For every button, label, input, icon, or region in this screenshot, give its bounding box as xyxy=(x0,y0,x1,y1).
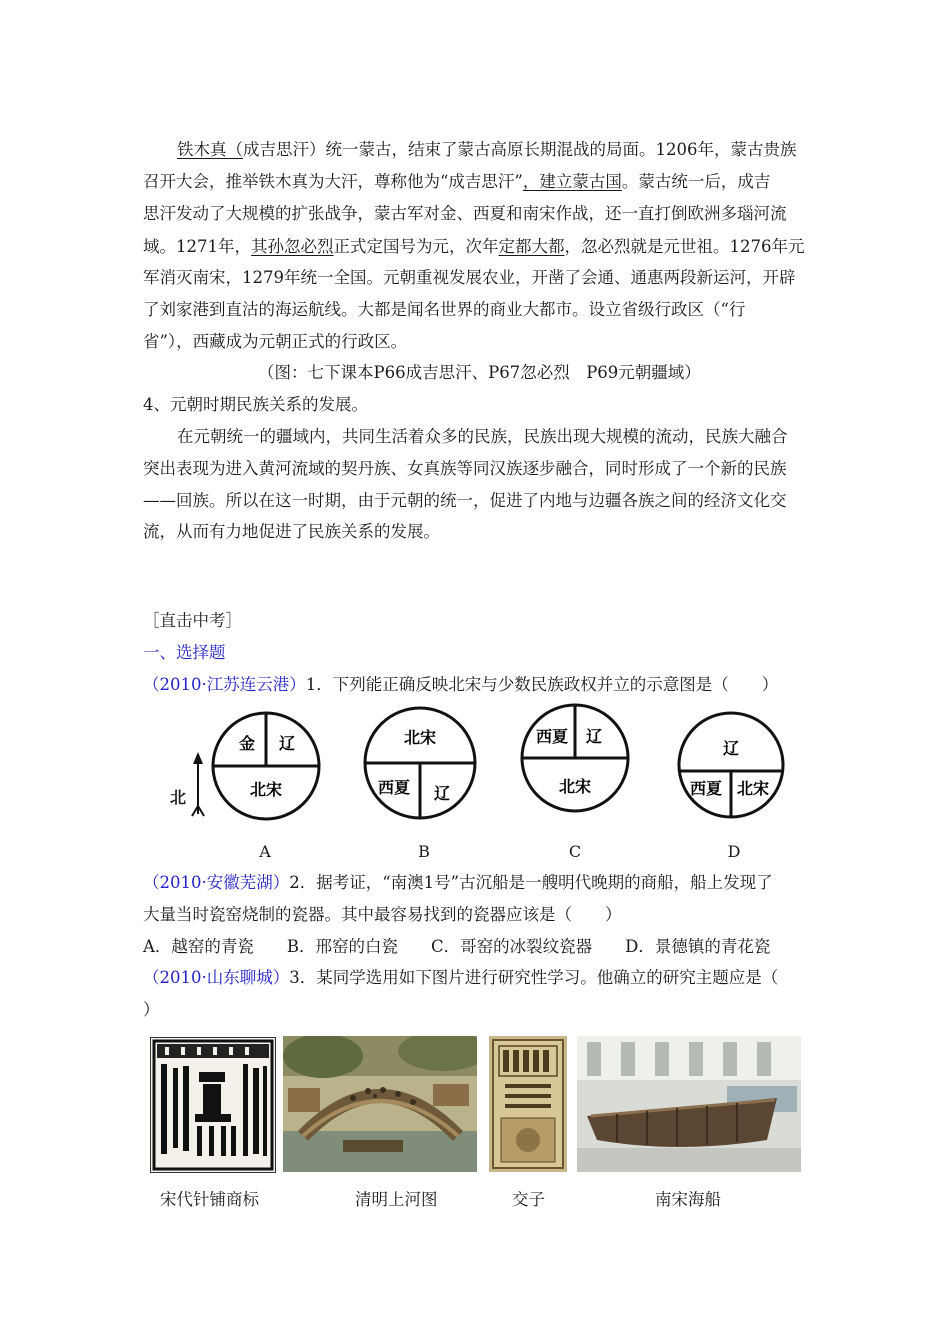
diagram-a-top-right: 辽 xyxy=(278,734,296,753)
diagram-b-bottom-right: 辽 xyxy=(433,784,451,803)
caption-qingming: 清明上河图 xyxy=(355,1190,438,1209)
section4-heading: 4、元朝时期民族关系的发展。 xyxy=(143,395,368,414)
question-2: （2010·安徽芜湖）2．据考证，“南澳1号”古沉船是一艘明代晚期的商船，船上发现了 xyxy=(143,873,773,892)
diagram-d-letter: D xyxy=(727,842,741,861)
diagram-b-bottom-left: 西夏 xyxy=(377,778,411,797)
diagram-a xyxy=(210,710,322,822)
q3-source: （2010·山东聊城） xyxy=(143,968,290,987)
diagram-d xyxy=(676,710,786,820)
diagram-c xyxy=(519,702,631,814)
exam-title: ［直击中考］ xyxy=(143,611,242,630)
part1-heading: 一、选择题 xyxy=(143,643,226,662)
dadu-underlined: 定都大都 xyxy=(498,237,565,256)
section4-line4: 流，从而有力地促进了民族关系的发展。 xyxy=(143,522,440,541)
question-3-cont: ） xyxy=(143,1000,160,1019)
caption-ship: 南宋海船 xyxy=(655,1190,721,1209)
para1-line5: 军消灭南宋，1279年统一全国。元朝重视发展农业，开凿了会通、通惠两段新运河，开辟 xyxy=(143,268,796,287)
q1-source: （2010·江苏连云港） xyxy=(143,675,306,694)
question-1: （2010·江苏连云港）1．下列能正确反映北宋与少数民族政权并立的示意图是（ ） xyxy=(143,675,779,694)
para1-line4: 域。1271年，其孙忽必烈正式定国号为元，次年定都大都，忽必烈就是元世祖。1276年元 xyxy=(143,237,805,256)
para1-line3: 思汗发动了大规模的扩张战争，蒙古军对金、西夏和南宋作战，还一直打倒欧洲多瑙河流 xyxy=(143,204,787,223)
diagram-c-top-left: 西夏 xyxy=(535,727,569,746)
diagram-b xyxy=(362,705,478,821)
north-label: 北 xyxy=(170,788,187,807)
diagram-c-letter: C xyxy=(568,842,582,861)
kublai-underlined: 其孙忽必烈 xyxy=(251,237,334,256)
diagram-a-top-left: 金 xyxy=(238,734,256,753)
mongol-state-underlined: ，建立蒙古国 xyxy=(522,172,622,191)
north-arrow xyxy=(170,750,210,820)
diagram-d-top: 辽 xyxy=(722,739,740,758)
question-3: （2010·山东聊城）3．某同学选用如下图片进行研究性学习。他确立的研究主题应是（ xyxy=(143,968,779,987)
section4-line2: 突出表现为进入黄河流域的契丹族、女真族等同汉族逐步融合，同时形成了一个新的民族 xyxy=(143,459,787,478)
para1-line6: 了刘家港到直沽的海运航线。大都是闻名世界的商业大都市。设立省级行政区（“行 xyxy=(143,300,746,319)
diagram-b-letter: B xyxy=(418,842,430,861)
diagram-b-top: 北宋 xyxy=(403,728,437,747)
section4-line1: 在元朝统一的疆域内，共同生活着众多的民族，民族出现大规模的流动，民族大融合 xyxy=(177,427,788,446)
q2-source: （2010·安徽芜湖） xyxy=(143,873,290,892)
diagram-c-bottom: 北宋 xyxy=(558,777,592,796)
diagram-a-letter: A xyxy=(259,842,271,861)
question-2-options: A．越窑的青瓷 B．邢窑的白瓷 C．哥窑的冰裂纹瓷器 D．景德镇的青花瓷 xyxy=(143,937,771,956)
southern-song-ship-image xyxy=(577,1036,801,1172)
section4-line3: ——回族。所以在这一时期，由于元朝的统一，促进了内地与边疆各族之间的经济文化交 xyxy=(143,491,787,510)
para1-line7: 省”），西藏成为元朝正式的行政区。 xyxy=(143,332,408,351)
figure-note: （图：七下课本P66成吉思汗、P67忽必烈 P69元朝疆域） xyxy=(258,363,701,382)
jiaozi-banknote-image xyxy=(489,1036,567,1172)
question-2-cont: 大量当时瓷窑烧制的瓷器。其中最容易找到的瓷器应该是（ ） xyxy=(143,905,622,924)
caption-needle-shop: 宋代针铺商标 xyxy=(160,1190,259,1209)
caption-jiaozi: 交子 xyxy=(512,1190,545,1209)
qingming-painting-image xyxy=(283,1036,477,1172)
diagram-d-bottom-right: 北宋 xyxy=(736,779,770,798)
needle-shop-trademark-image xyxy=(150,1037,276,1173)
temujin-underlined: 铁木真（ xyxy=(177,140,243,159)
para1-line1: 铁木真（成吉思汗）统一蒙古，结束了蒙古高原长期混战的局面。1206年，蒙古贵族 xyxy=(177,140,797,159)
diagram-d-bottom-left: 西夏 xyxy=(689,779,723,798)
diagram-a-bottom: 北宋 xyxy=(249,780,283,799)
diagram-c-top-right: 辽 xyxy=(585,727,603,746)
para1-line2: 召开大会，推举铁木真为大汗，尊称他为“成吉思汗”，建立蒙古国。蒙古统一后，成吉 xyxy=(143,172,771,191)
